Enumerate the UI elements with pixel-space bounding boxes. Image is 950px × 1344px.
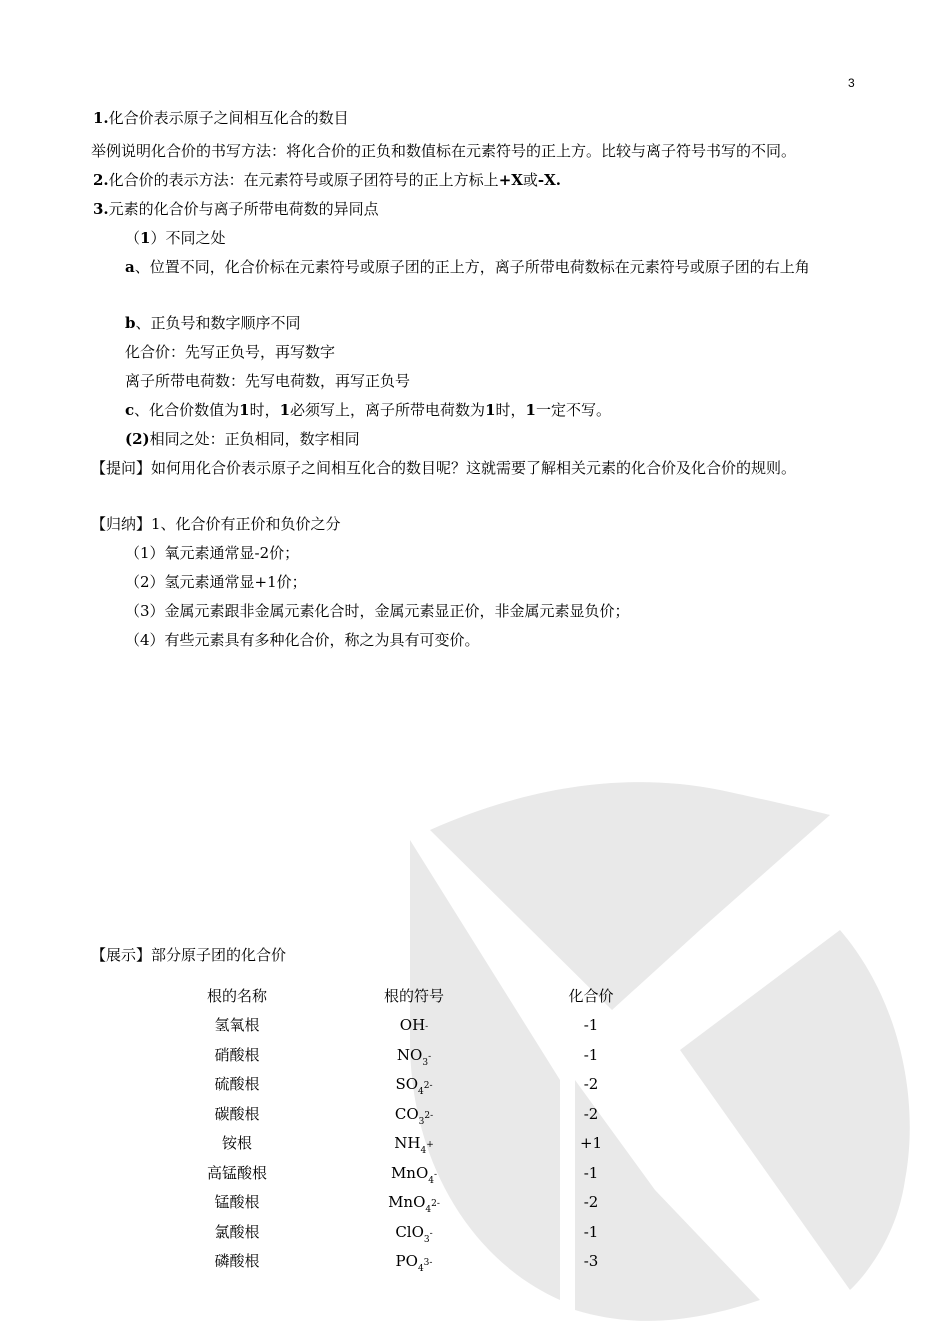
radical-name: 硫酸根 bbox=[214, 1075, 260, 1093]
example-line: 举例说明化合价的书写方法：将化合价的正负和数值标在元素符号的正上方。比较与离子符号书写的不同。 bbox=[91, 142, 797, 160]
radical-valence: -1 bbox=[583, 1016, 599, 1034]
radical-symbol: OH- bbox=[399, 1016, 429, 1034]
radical-valence: -1 bbox=[583, 1045, 599, 1064]
radical-valence: -2 bbox=[583, 1075, 599, 1093]
radical-name: 高锰酸根 bbox=[206, 1163, 267, 1182]
radical-symbol: $CO_32-$ bbox=[394, 1104, 434, 1127]
radical-valence: -1 bbox=[583, 1163, 599, 1182]
point-1: 1.化合价表示原子之间相互化合的数目 bbox=[93, 109, 349, 127]
summary-item-1: （1）氧元素通常显-2价； bbox=[125, 544, 300, 562]
point-2: 2.化合价的表示方法：在元素符号或原子团符号的正上方标上+X或-X. bbox=[93, 171, 562, 189]
radical-valence: -1 bbox=[583, 1222, 599, 1241]
radical-symbol: $PO_43-$ bbox=[395, 1252, 433, 1274]
point-3: 3.元素的化合价与离子所带电荷数的异同点 bbox=[93, 200, 379, 218]
radical-valence: -2 bbox=[583, 1193, 599, 1211]
radical-name: 锰酸根 bbox=[214, 1193, 260, 1211]
summary-item-2: （2）氢元素通常显+1价； bbox=[125, 573, 307, 591]
radical-valence: -2 bbox=[583, 1104, 599, 1123]
radical-name: 铵根 bbox=[221, 1134, 252, 1152]
header-name: 根的名称 bbox=[206, 987, 267, 1005]
radical-name: 碳酸根 bbox=[214, 1104, 260, 1123]
summary-item-4: （4）有些元素具有多种化合价，称之为具有可变价。 bbox=[125, 631, 480, 649]
radical-symbol: $SO_42-$ bbox=[395, 1075, 433, 1097]
charge-order: 离子所带电荷数：先写电荷数，再写正负号 bbox=[125, 372, 411, 390]
radical-symbol: $NO_3-$ bbox=[396, 1045, 432, 1068]
same-heading: (2)相同之处：正负相同，数字相同 bbox=[125, 430, 360, 448]
header-symbol: 根的符号 bbox=[383, 987, 444, 1005]
radical-symbol: MnO$_4$- bbox=[390, 1163, 438, 1186]
diff-b: b、正负号和数字顺序不同 bbox=[125, 314, 301, 332]
summary-heading: 【归纳】1、化合价有正价和负价之分 bbox=[91, 515, 341, 533]
valence-order: 化合价：先写正负号，再写数字 bbox=[125, 343, 336, 361]
radical-name: 氢氧根 bbox=[214, 1016, 260, 1034]
radical-valence: -3 bbox=[583, 1252, 599, 1270]
radical-symbol: MnO$_4$2- bbox=[388, 1193, 440, 1215]
question-line: 【提问】如何用化合价表示原子之间相互化合的数目呢？这就需要了解相关元素的化合价及化合价的规则。 bbox=[91, 459, 797, 477]
radical-symbol: $NH_4+$ bbox=[394, 1134, 434, 1156]
display-title: 【展示】部分原子团的化合价 bbox=[91, 946, 287, 964]
radical-valence: +1 bbox=[579, 1134, 603, 1152]
radical-name: 磷酸根 bbox=[214, 1252, 260, 1270]
diff-c: c、化合价数值为1时，1必须写上，离子所带电荷数为1时，1一定不写。 bbox=[125, 401, 611, 419]
diff-heading: （1）不同之处 bbox=[125, 229, 226, 247]
summary-item-3: （3）金属元素跟非金属元素化合时，金属元素显正价，非金属元素显负价； bbox=[125, 602, 630, 620]
radical-name: 氯酸根 bbox=[214, 1222, 260, 1241]
page-number: 3 bbox=[848, 76, 855, 90]
radical-name: 硝酸根 bbox=[214, 1045, 260, 1064]
radical-symbol: ClO$_3$- bbox=[395, 1222, 433, 1245]
header-valence: 化合价 bbox=[568, 987, 614, 1005]
diff-a: a、位置不同，化合价标在元素符号或原子团的正上方，离子所带电荷数标在元素符号或原子团的右上角 bbox=[125, 258, 810, 276]
